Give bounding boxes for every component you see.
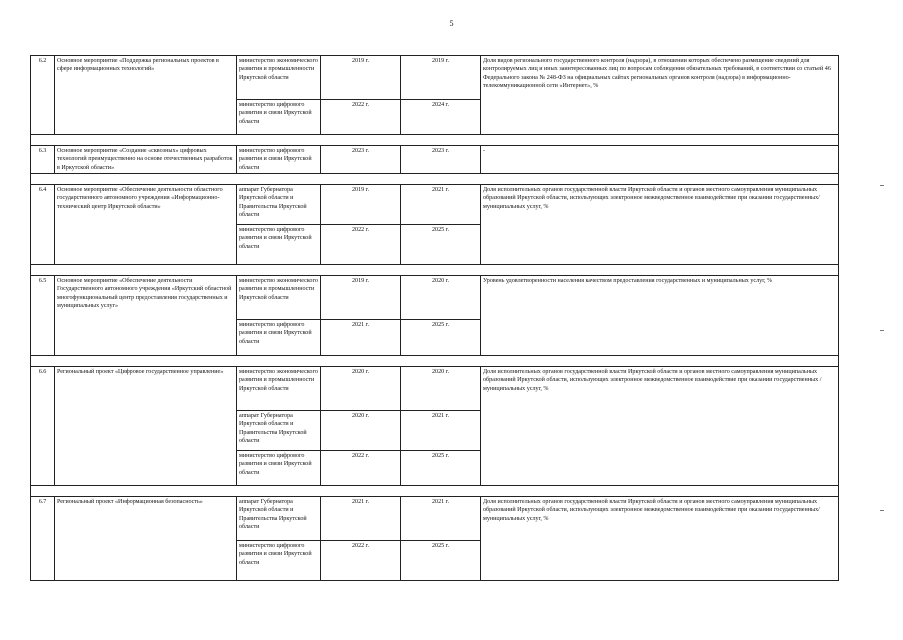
table-row [31, 497, 839, 541]
gap-cell [401, 174, 481, 185]
measure-name: Основное мероприятие «Создание «сквозных» цифровых технологий преимущественно на основе отечественных разработок в Иркутской области» [55, 146, 237, 174]
table-row [31, 56, 839, 100]
gap-cell [31, 174, 55, 185]
row-number: 6.2 [31, 56, 55, 135]
measure-name: Региональный проект «Информационная безопасность» [55, 497, 237, 581]
row-gap [31, 265, 839, 276]
start-year: 2022 г. [321, 541, 401, 581]
start-year: 2019 г. [321, 185, 401, 225]
table-row [31, 276, 839, 320]
gap-cell [481, 265, 839, 276]
start-year: 2021 г. [321, 320, 401, 356]
gap-cell [237, 174, 321, 185]
gap-cell [481, 135, 839, 146]
executor-cell: аппарат Губернатора Иркутской области и Правительства Иркутской области [237, 411, 321, 451]
row-number: 6.7 [31, 497, 55, 581]
row-number: 6.5 [31, 276, 55, 356]
start-year: 2020 г. [321, 367, 401, 411]
gap-cell [481, 174, 839, 185]
start-year: 2019 г. [321, 56, 401, 100]
end-year: 2021 г. [401, 411, 481, 451]
margin-mark [880, 185, 884, 186]
gap-cell [55, 135, 237, 146]
end-year: 2025 г. [401, 320, 481, 356]
end-year: 2023 г. [401, 146, 481, 174]
row-gap [31, 135, 839, 146]
table-row [31, 367, 839, 411]
gap-cell [321, 356, 401, 367]
gap-cell [55, 265, 237, 276]
row-gap [31, 356, 839, 367]
end-year: 2021 г. [401, 497, 481, 541]
page-number: 5 [449, 19, 454, 28]
gap-cell [481, 486, 839, 497]
start-year: 2022 г. [321, 100, 401, 135]
gap-cell [55, 356, 237, 367]
indicator-cell: Доля исполнительных органов государственной власти Иркутской области и органов местного самоуправления муниципальных образований Иркутской области, использующих электронное межведомственное взаимодействие при оказании государственных /муниципальных услуг, % [481, 367, 839, 486]
executor-cell: министерство цифрового развития и связи Иркутской области [237, 225, 321, 265]
gap-cell [55, 174, 237, 185]
gap-cell [401, 356, 481, 367]
table-row [31, 185, 839, 225]
gap-cell [321, 486, 401, 497]
gap-cell [31, 265, 55, 276]
end-year: 2020 г. [401, 276, 481, 320]
gap-cell [31, 486, 55, 497]
end-year: 2025 г. [401, 541, 481, 581]
row-number: 6.6 [31, 367, 55, 486]
margin-mark [880, 510, 884, 511]
end-year: 2021 г. [401, 185, 481, 225]
executor-cell: аппарат Губернатора Иркутской области и Правительства Иркутской области [237, 185, 321, 225]
gap-cell [321, 135, 401, 146]
executor-cell: аппарат Губернатора Иркутской области и Правительства Иркутской области [237, 497, 321, 541]
gap-cell [237, 356, 321, 367]
end-year: 2024 г. [401, 100, 481, 135]
gap-cell [31, 356, 55, 367]
gap-cell [401, 135, 481, 146]
gap-cell [31, 135, 55, 146]
executor-cell: министерство цифрового развития и связи Иркутской области [237, 451, 321, 486]
executor-cell: министерство экономического развития и промышленности Иркутской области [237, 276, 321, 320]
indicator-cell: Доля исполнительных органов государственной власти Иркутской области и органов местного самоуправления муниципальных образований Иркутской области, использующих электронное межведомственное взаимодействие при оказании государственных/муниципальных услуг, % [481, 497, 839, 581]
executor-cell: министерство цифрового развития и связи Иркутской области [237, 100, 321, 135]
row-number: 6.4 [31, 185, 55, 265]
end-year: 2025 г. [401, 225, 481, 265]
table-row [31, 146, 839, 174]
executor-cell: министерство цифрового развития и связи Иркутской области [237, 146, 321, 174]
measure-name: Основное мероприятие «Поддержка региональных проектов в сфере информационных технологий» [55, 56, 237, 135]
indicator-cell: Уровень удовлетворенности населения качеством предоставления государственных и муниципальных услуг, % [481, 276, 839, 356]
program-table [30, 55, 839, 581]
row-gap [31, 174, 839, 185]
gap-cell [401, 265, 481, 276]
row-gap [31, 486, 839, 497]
end-year: 2019 г. [401, 56, 481, 100]
indicator-cell: Доля видов регионального государственного контроля (надзора), в отношении которых обеспечено размещение сведений для контролируемых лиц и иных заинтересованных лиц по вопросам соблюдения обязательных требований, в соответствии со статьей 46 Федерального закона № 248-ФЗ на официальных сайтах региональных органов контроля (надзора) в информационно-телекоммуникационной сети «Интернет», % [481, 56, 839, 135]
start-year: 2021 г. [321, 497, 401, 541]
measure-name: Основное мероприятие «Обеспечение деятельности областного государственного автономного учреждения «Информационно-технический центр Иркутской области» [55, 185, 237, 265]
gap-cell [237, 486, 321, 497]
start-year: 2023 г. [321, 146, 401, 174]
executor-cell: министерство экономического развития и промышленности Иркутской области [237, 367, 321, 411]
start-year: 2022 г. [321, 451, 401, 486]
executor-cell: министерство цифрового развития и связи Иркутской области [237, 541, 321, 581]
start-year: 2020 г. [321, 411, 401, 451]
indicator-cell: Доля исполнительных органов государственной власти Иркутской области и органов местного самоуправления муниципальных образований Иркутской области, использующих электронное межведомственное взаимодействие при оказании государственных/муниципальных услуг, % [481, 185, 839, 265]
end-year: 2025 г. [401, 451, 481, 486]
gap-cell [401, 486, 481, 497]
measure-name: Региональный проект «Цифровое государственное управление» [55, 367, 237, 486]
gap-cell [321, 174, 401, 185]
executor-cell: министерство экономического развития и промышленности Иркутской области [237, 56, 321, 100]
gap-cell [321, 265, 401, 276]
gap-cell [55, 486, 237, 497]
measure-name: Основное мероприятие «Обеспечение деятельности Государственного автономного учреждения «Иркутский областной многофункциональный центр предоставления государственных и муниципальных услуг» [55, 276, 237, 356]
start-year: 2019 г. [321, 276, 401, 320]
end-year: 2020 г. [401, 367, 481, 411]
gap-cell [481, 356, 839, 367]
row-number: 6.3 [31, 146, 55, 174]
gap-cell [237, 265, 321, 276]
margin-mark [880, 330, 884, 331]
indicator-cell: - [481, 146, 839, 174]
executor-cell: министерство цифрового развития и связи Иркутской области [237, 320, 321, 356]
gap-cell [237, 135, 321, 146]
start-year: 2022 г. [321, 225, 401, 265]
